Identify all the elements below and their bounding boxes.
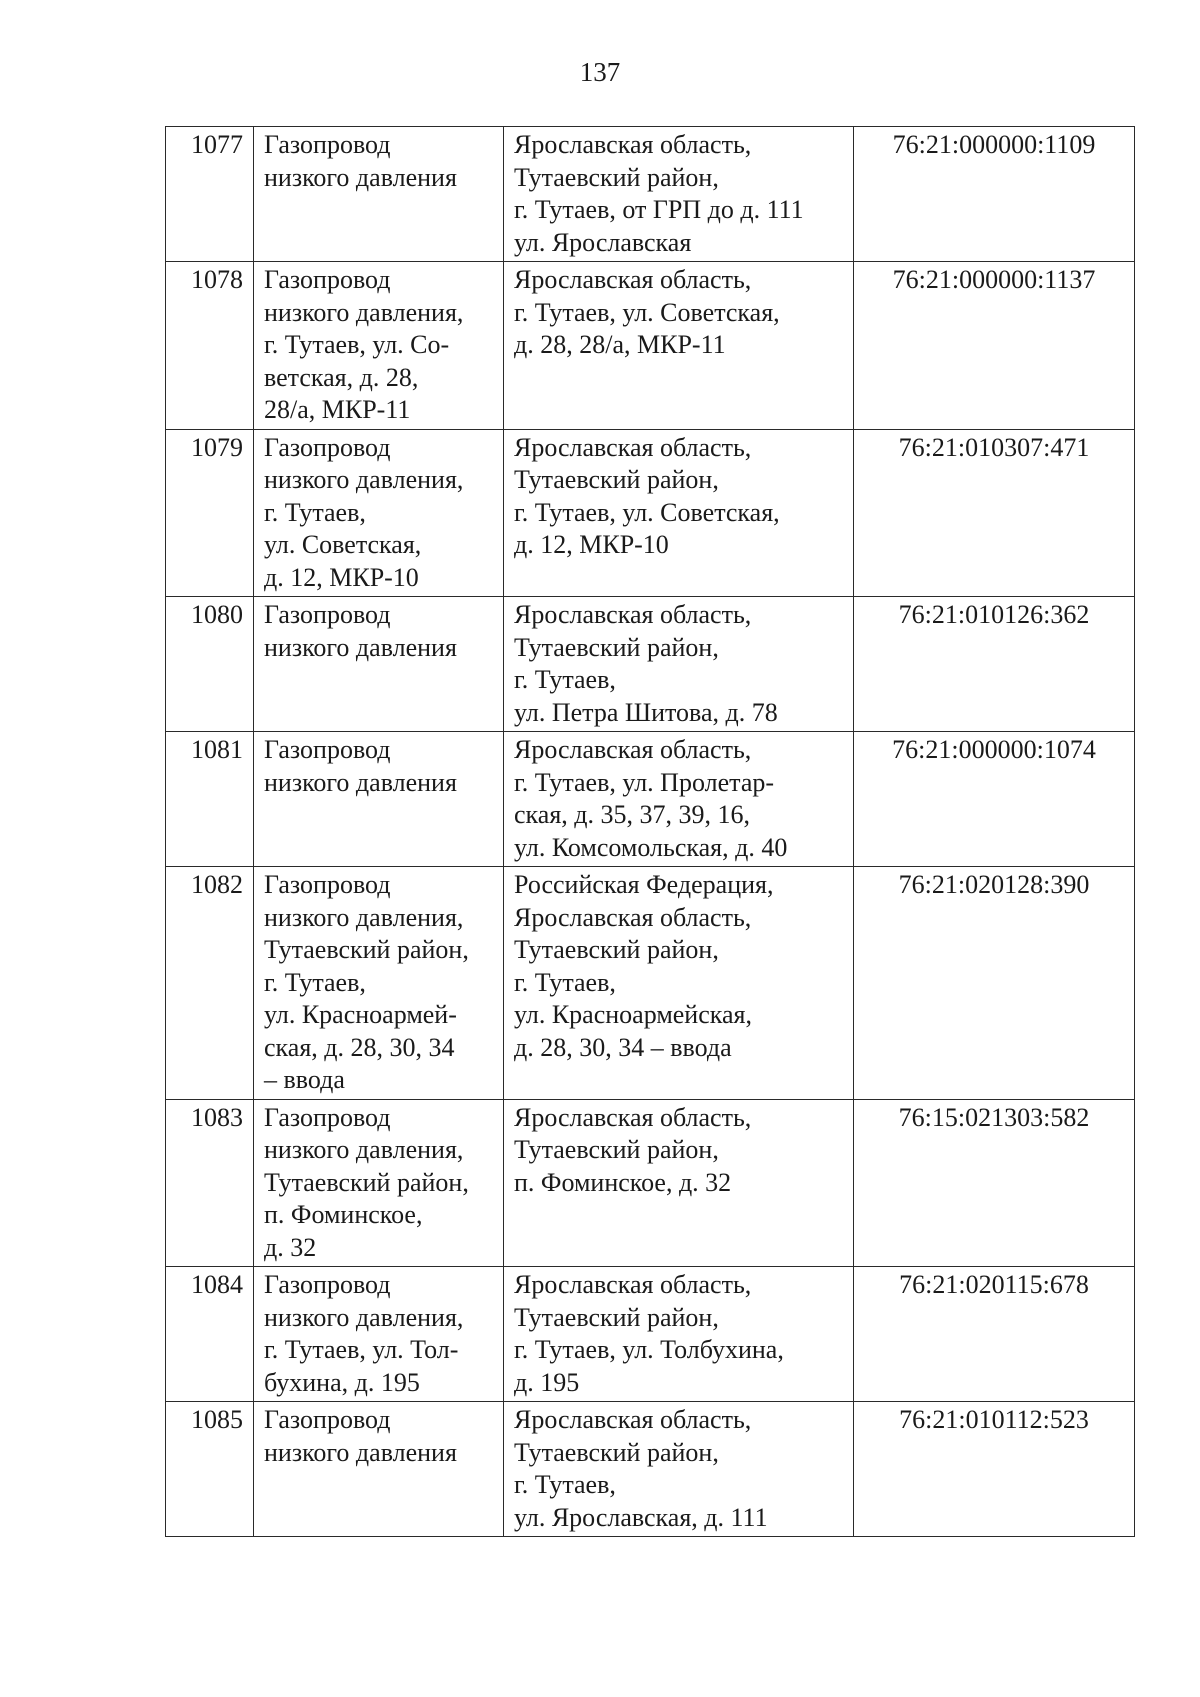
- table-row: [166, 1267, 1135, 1402]
- object-name-line: Газопровод: [264, 1102, 391, 1132]
- address-line: п. Фоминское, д. 32: [514, 1167, 732, 1197]
- address-line: Ярославская область,: [514, 432, 752, 462]
- object-name-line: ул. Советская,: [264, 530, 422, 559]
- object-address: [504, 429, 854, 597]
- object-name-line: ветская, д. 28,: [264, 362, 419, 392]
- row-number: 1079: [166, 429, 254, 597]
- object-address: [504, 867, 854, 1100]
- object-name-line: г. Тутаев, ул. Тол-: [264, 1335, 459, 1364]
- object-name-line: низкого давления,: [264, 902, 464, 932]
- row-number: 1078: [166, 262, 254, 430]
- cadastral-number: 76:21:010112:523: [854, 1402, 1135, 1537]
- address-line: г. Тутаев,: [514, 665, 616, 694]
- address-line: Ярославская область,: [514, 1405, 752, 1434]
- object-address: [504, 1099, 854, 1267]
- object-name-line: низкого давления: [264, 767, 457, 797]
- address-line: д. 12, МКР-10: [514, 530, 669, 559]
- table-row: [166, 127, 1135, 262]
- object-name-line: д. 12, МКР-10: [264, 562, 419, 592]
- address-line: Тутаевский район,: [514, 1437, 719, 1467]
- address-line: ул. Красноармейская,: [514, 1000, 752, 1029]
- object-address: [504, 127, 854, 262]
- address-line: д. 28, 28/а, МКР-11: [514, 330, 726, 359]
- object-address: [504, 1267, 854, 1402]
- object-name: [254, 262, 504, 430]
- object-name-line: Газопровод: [264, 735, 391, 764]
- object-name-line: 28/а, МКР-11: [264, 395, 411, 424]
- object-name: [254, 1099, 504, 1267]
- address-line: Ярославская область,: [514, 265, 752, 294]
- cadastral-number: 76:21:000000:1109: [854, 127, 1135, 262]
- address-line: Тутаевский район,: [514, 162, 719, 192]
- row-number: 1081: [166, 732, 254, 867]
- row-number: 1084: [166, 1267, 254, 1402]
- address-line: г. Тутаев, ул. Толбухина,: [514, 1335, 784, 1364]
- object-name-line: Газопровод: [264, 1270, 391, 1299]
- object-name-line: г. Тутаев, ул. Со-: [264, 330, 450, 359]
- address-line: Ярославская область,: [514, 735, 752, 764]
- registry-table: [165, 126, 1135, 1537]
- object-name-line: низкого давления,: [264, 1135, 464, 1164]
- object-name-line: г. Тутаев,: [264, 967, 366, 997]
- address-line: Тутаевский район,: [514, 935, 719, 964]
- address-line: Российская Федерация,: [514, 870, 774, 899]
- row-number: 1077: [166, 127, 254, 262]
- address-line: г. Тутаев, ул. Советская,: [514, 497, 780, 527]
- cadastral-number: 76:21:000000:1074: [854, 732, 1135, 867]
- object-address: [504, 262, 854, 430]
- object-name: [254, 127, 504, 262]
- object-name-line: ская, д. 28, 30, 34: [264, 1032, 455, 1062]
- object-address: [504, 597, 854, 732]
- object-name-line: бухина, д. 195: [264, 1367, 420, 1397]
- table-row: [166, 597, 1135, 732]
- object-name-line: Газопровод: [264, 600, 391, 629]
- object-name-line: д. 32: [264, 1232, 317, 1262]
- address-line: Ярославская область,: [514, 1102, 752, 1132]
- address-line: Ярославская область,: [514, 600, 752, 629]
- object-name-line: Газопровод: [264, 870, 391, 899]
- address-line: ул. Петра Шитова, д. 78: [514, 697, 778, 727]
- address-line: Тутаевский район,: [514, 1302, 719, 1332]
- address-line: Ярославская область,: [514, 130, 752, 159]
- object-name-line: низкого давления: [264, 1437, 457, 1467]
- address-line: г. Тутаев, от ГРП до д. 111: [514, 195, 804, 224]
- object-name-line: Газопровод: [264, 1405, 391, 1434]
- object-name-line: Газопровод: [264, 130, 391, 159]
- object-name: [254, 1267, 504, 1402]
- address-line: Ярославская область,: [514, 902, 752, 932]
- table-row: [166, 262, 1135, 430]
- address-line: д. 28, 30, 34 – ввода: [514, 1032, 732, 1062]
- object-name: [254, 1402, 504, 1537]
- object-name-line: Газопровод: [264, 265, 391, 294]
- address-line: г. Тутаев, ул. Пролетар-: [514, 767, 775, 797]
- cadastral-number: 76:21:010126:362: [854, 597, 1135, 732]
- object-name-line: низкого давления: [264, 162, 457, 192]
- object-name-line: Газопровод: [264, 432, 391, 462]
- row-number: 1083: [166, 1099, 254, 1267]
- object-name: [254, 429, 504, 597]
- address-line: г. Тутаев, ул. Советская,: [514, 297, 780, 327]
- object-name-line: низкого давления,: [264, 465, 464, 494]
- object-name: [254, 732, 504, 867]
- row-number: 1085: [166, 1402, 254, 1537]
- table-row: [166, 867, 1135, 1100]
- row-number: 1080: [166, 597, 254, 732]
- address-line: Ярославская область,: [514, 1270, 752, 1299]
- address-line: Тутаевский район,: [514, 465, 719, 494]
- table-row: [166, 1402, 1135, 1537]
- row-number: 1082: [166, 867, 254, 1100]
- object-name-line: – ввода: [264, 1065, 345, 1094]
- cadastral-number: 76:21:020115:678: [854, 1267, 1135, 1402]
- cadastral-number: 76:21:010307:471: [854, 429, 1135, 597]
- object-name-line: г. Тутаев,: [264, 497, 366, 527]
- object-name-line: Тутаевский район,: [264, 935, 469, 964]
- object-name-line: низкого давления,: [264, 1302, 464, 1332]
- object-address: [504, 1402, 854, 1537]
- object-name-line: Тутаевский район,: [264, 1167, 469, 1197]
- page-number: 137: [579, 57, 621, 87]
- table-row: [166, 732, 1135, 867]
- address-line: Тутаевский район,: [514, 1135, 719, 1164]
- address-line: ул. Комсомольская, д. 40: [514, 832, 788, 862]
- address-line: ул. Ярославская, д. 111: [514, 1502, 768, 1532]
- cadastral-number: 76:15:021303:582: [854, 1099, 1135, 1267]
- address-line: ул. Ярославская: [514, 227, 692, 257]
- address-line: г. Тутаев,: [514, 1470, 616, 1499]
- registry-table-body: [166, 127, 1135, 1537]
- address-line: Тутаевский район,: [514, 632, 719, 662]
- object-name-line: ул. Красноармей-: [264, 1000, 457, 1029]
- cadastral-number: 76:21:000000:1137: [854, 262, 1135, 430]
- object-name-line: низкого давления,: [264, 297, 464, 327]
- table-row: [166, 1099, 1135, 1267]
- object-address: [504, 732, 854, 867]
- object-name: [254, 597, 504, 732]
- object-name-line: п. Фоминское,: [264, 1200, 423, 1229]
- table-row: [166, 429, 1135, 597]
- address-line: д. 195: [514, 1367, 580, 1397]
- address-line: г. Тутаев,: [514, 967, 616, 997]
- cadastral-number: 76:21:020128:390: [854, 867, 1135, 1100]
- object-name: [254, 867, 504, 1100]
- object-name-line: низкого давления: [264, 632, 457, 662]
- address-line: ская, д. 35, 37, 39, 16,: [514, 800, 751, 829]
